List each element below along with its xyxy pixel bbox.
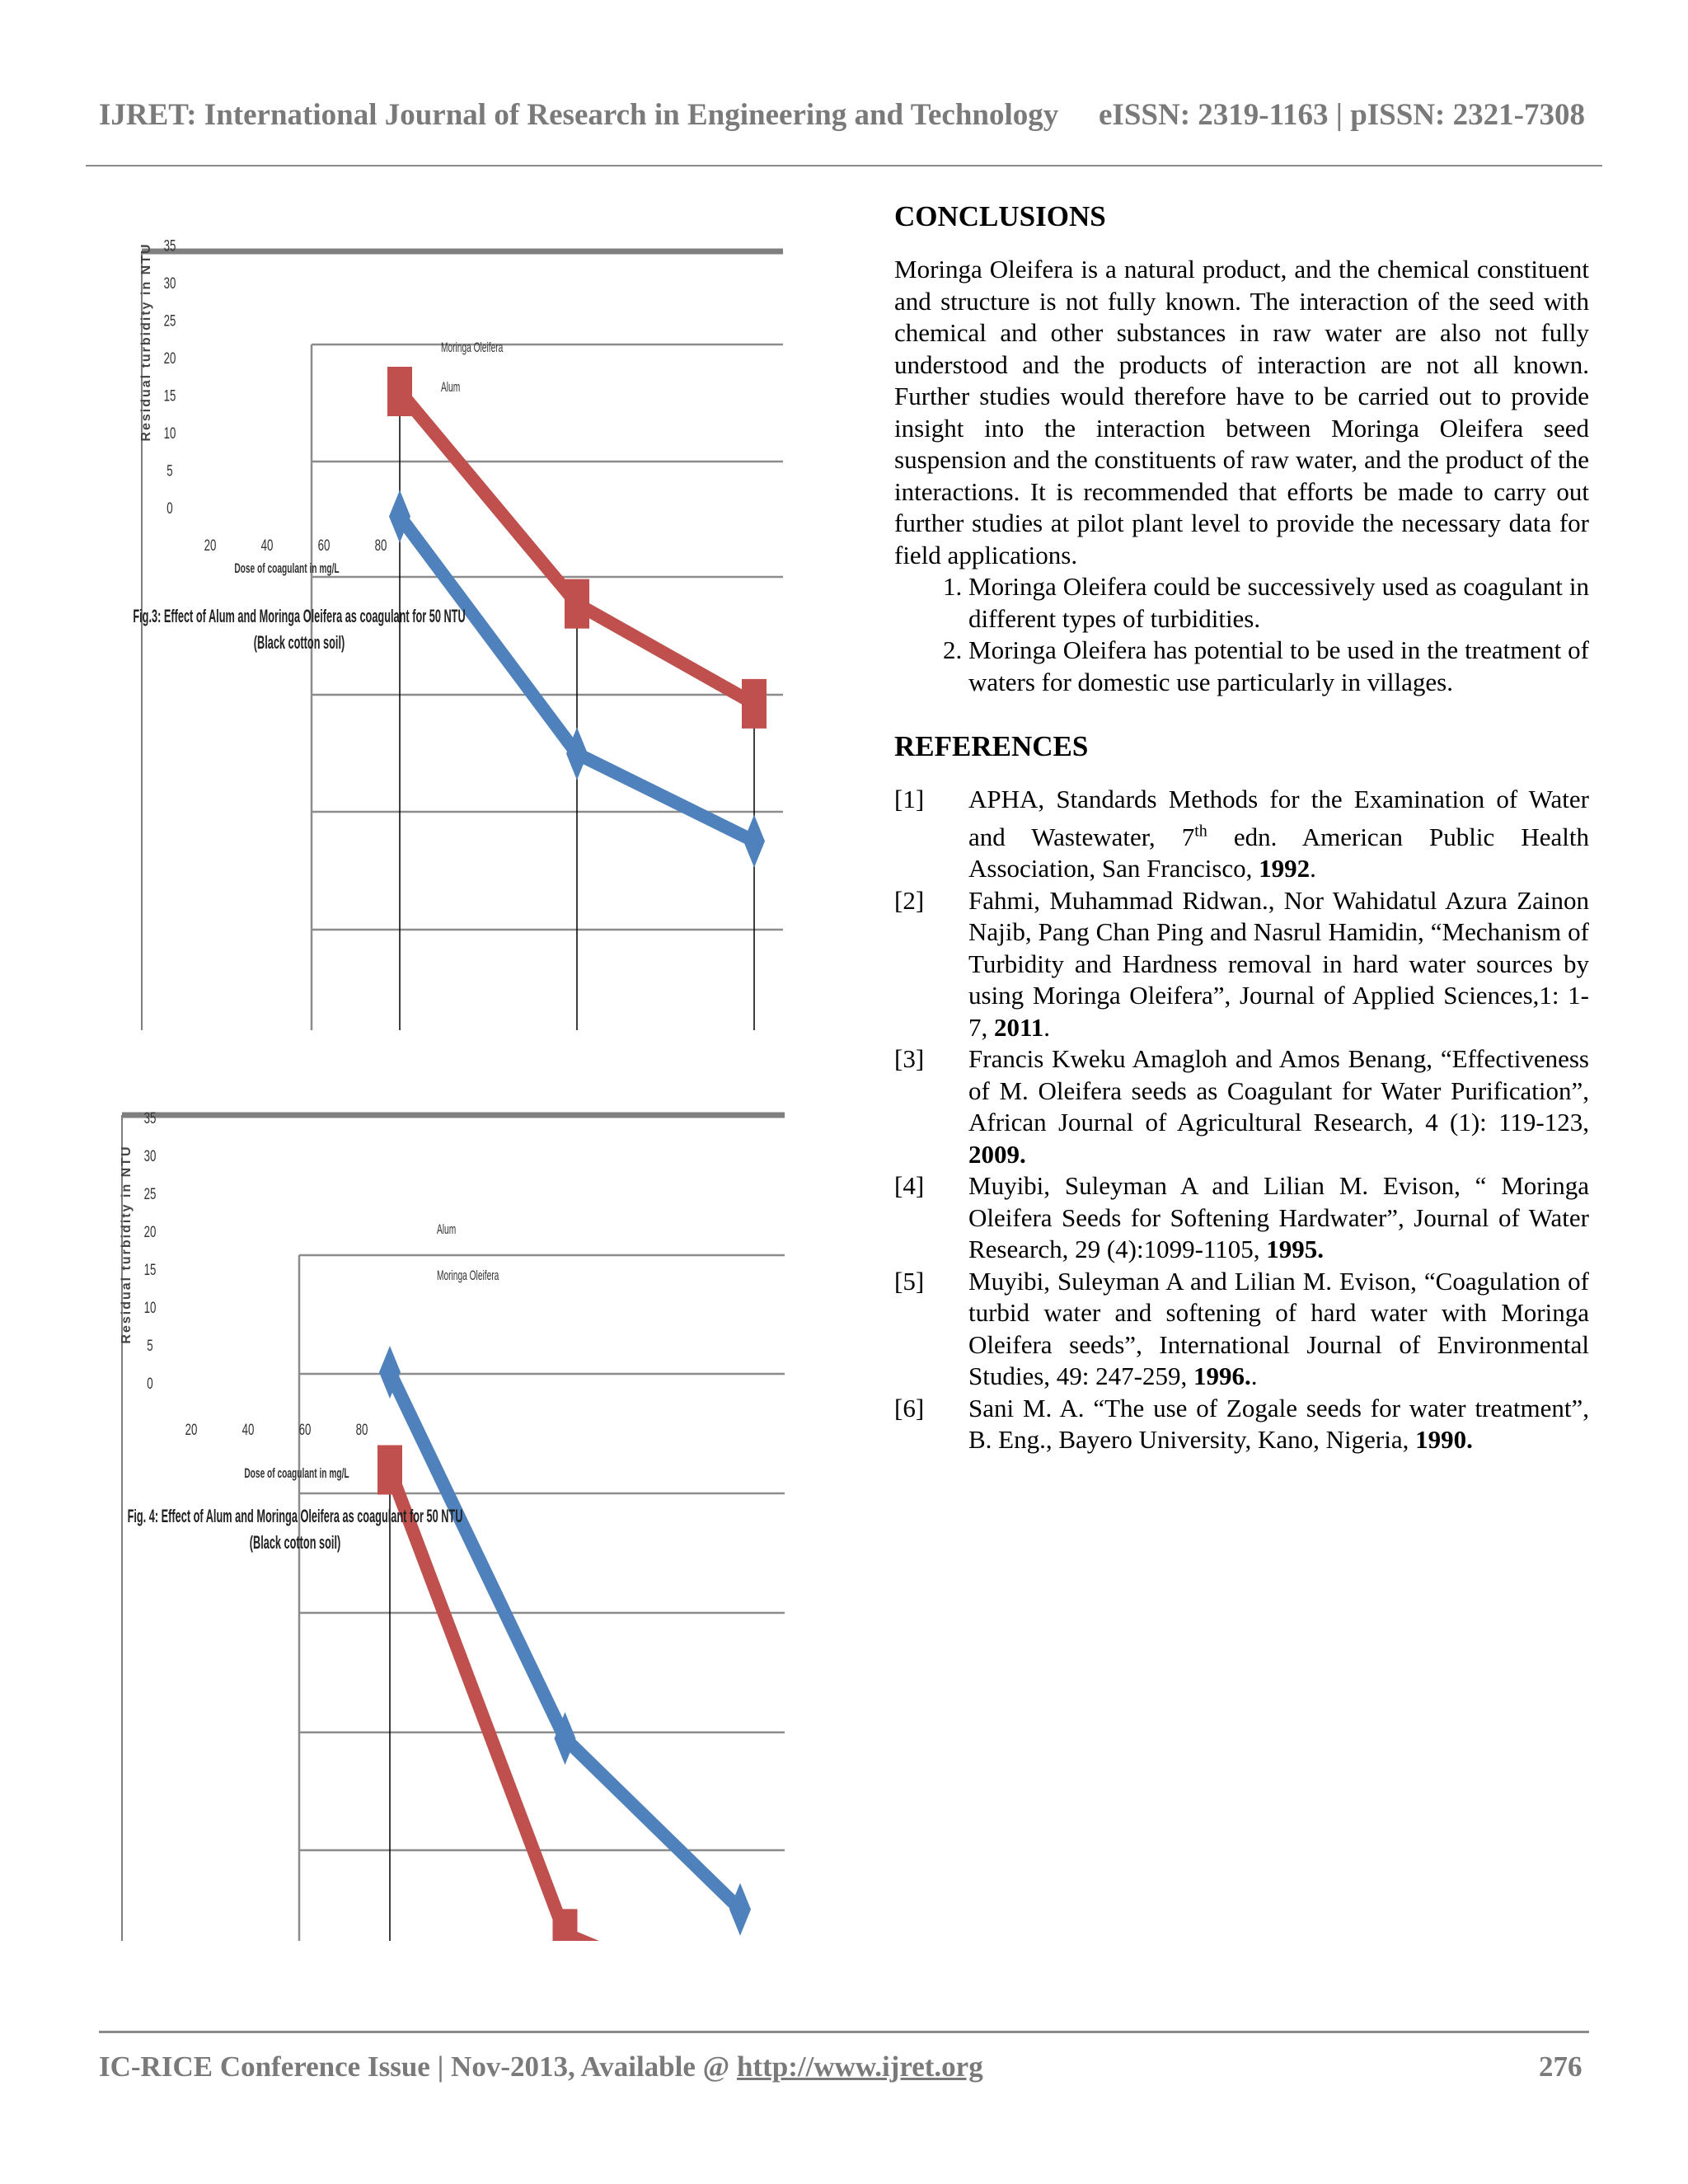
journal-title: IJRET: International Journal of Research in Engineering and Technology: [99, 98, 1059, 132]
x-axis-title: Dose of coagulant in mg/L: [234, 560, 340, 576]
legend-entry: Moringa Oleifera: [441, 339, 504, 355]
footer-text: IC-RICE Conference Issue | Nov-2013, Available @: [99, 2050, 737, 2083]
y-tick-label: 15: [163, 387, 176, 405]
reference-text: APHA, Standards Methods for the Examination of Water and Wastewater, 7th edn. American Public Health Association, San Francisco,: [968, 785, 1589, 883]
legend-entry: Alum: [437, 1221, 457, 1237]
alum-marker: [377, 1446, 402, 1495]
references-list: [894, 784, 1589, 1456]
reference-year: 2009.: [968, 1139, 1026, 1169]
series-line-moringa-oleifera: [390, 1372, 740, 1910]
y-axis-title: Residual turbidity in NTU: [139, 242, 153, 442]
footer-rule: [99, 2031, 1589, 2033]
x-axis-title: Dose of coagulant in mg/L: [244, 1465, 349, 1481]
moringa-marker: [729, 1883, 751, 1936]
reference-item: [1] APHA, Standards Methods for the Examination of Water and Wastewater, 7th edn. American Public Health Association, San Francisco, 1992.: [894, 785, 1589, 883]
reference-year: 1996.: [1193, 1361, 1251, 1391]
conclusion-item-1: 1. Moringa Oleifera could be successively used as coagulant in different types of turbidities.: [968, 571, 1589, 635]
figure-4-svg: [115, 1108, 785, 1941]
y-tick-label: 5: [166, 462, 173, 480]
series-line-alum: [390, 1470, 740, 1942]
x-tick-label: 20: [204, 537, 217, 555]
reference-text: Francis Kweku Amagloh and Amos Benang, “Effectiveness of M. Oleifera seeds as Coagulant for Water Purification”, African Journal of Agricultural Research, 4 (1): 119-123,: [968, 1044, 1589, 1137]
x-tick-label: 60: [317, 537, 331, 555]
right-column: [894, 198, 1589, 1456]
y-tick-label: 25: [143, 1185, 157, 1203]
alum-marker: [565, 579, 589, 629]
page-footer: [99, 2050, 1582, 2083]
reference-item: [894, 1043, 1589, 1170]
reference-year: 1990.: [1415, 1425, 1473, 1455]
reference-text: Sani M. A. “The use of Zogale seeds for water treatment”, B. Eng., Bayero University, Kano, Nigeria,: [968, 1393, 1589, 1455]
alum-marker: [553, 1909, 578, 1941]
y-tick-label: 25: [163, 312, 176, 330]
issn-info: eISSN: 2319-1163 | pISSN: 2321-7308: [1099, 98, 1585, 132]
figure-caption-line-1: Fig.3: Effect of Alum and Moringa Oleifera as coagulant for 50 NTU: [133, 606, 466, 626]
figure-caption-line-1: Fig. 4: Effect of Alum and Moringa Oleifera as coagulant for 50 NTU: [127, 1506, 463, 1526]
reference-number: [1]: [894, 785, 925, 813]
reference-text: Muyibi, Suleyman A and Lilian M. Evison, “ Moringa Oleifera Seeds for Softening Hardwater”, Journal of Water Research, 29 (4):1099-1105,: [968, 1171, 1589, 1264]
references-heading: REFERENCES: [894, 730, 1089, 762]
y-tick-label: 35: [143, 1109, 157, 1127]
journal-header: [99, 97, 1585, 133]
y-tick-label: 35: [163, 237, 176, 255]
reference-year: 2011: [994, 1012, 1044, 1042]
moringa-marker: [743, 815, 765, 868]
y-tick-label: 30: [143, 1147, 157, 1165]
y-tick-label: 0: [166, 499, 173, 518]
reference-item: [894, 1170, 1589, 1266]
conclusions-paragraph: Moringa Oleifera is a natural product, and the chemical constituent and structure is not fully known. The interaction of the seed with chemical and other substances in raw water are also not fully understood and the products of interaction are not all known. Further studies would therefore have to be carried out to provide insight into the interaction between Moringa Oleifera seed suspension and the constituents of raw water, and the product of the interactions. It is recommended that efforts be made to carry out further studies at pilot plant level to provide the necessary data for field applications.: [894, 255, 1589, 569]
y-tick-label: 20: [163, 349, 176, 368]
conclusions-heading: CONCLUSIONS: [894, 200, 1106, 232]
figure-caption-line-2: (Black cotton soil): [253, 632, 345, 653]
y-tick-label: 10: [163, 424, 176, 443]
x-tick-label: 20: [185, 1421, 198, 1439]
reference-year: 1995.: [1266, 1235, 1325, 1264]
y-tick-label: 10: [143, 1299, 157, 1317]
y-tick-label: 20: [143, 1223, 157, 1241]
y-tick-label: 5: [147, 1337, 153, 1355]
y-axis-title: Residual turbidity in NTU: [120, 1145, 134, 1344]
page-number: 276: [1539, 2050, 1582, 2083]
figure-3-svg: [132, 235, 783, 1030]
figure-3-chart: [132, 235, 783, 1030]
legend-entry: Alum: [441, 378, 461, 395]
reference-text: Fahmi, Muhammad Ridwan., Nor Wahidatul Azura Zainon Najib, Pang Chan Ping and Nasrul Hamidin, “Mechanism of Turbidity and Hardness removal in hard water sources by using Moringa Oleifera”, Journal of Applied Sciences,1: 1-7,: [968, 885, 1589, 1042]
x-tick-label: 80: [355, 1421, 368, 1439]
x-tick-label: 40: [241, 1421, 255, 1439]
x-tick-label: 40: [260, 537, 274, 555]
conclusions-list: [894, 571, 1589, 698]
figure-4-chart: [115, 1108, 785, 1941]
y-tick-label: 15: [143, 1261, 157, 1279]
reference-number: [5]: [894, 1266, 925, 1296]
header-rule: [86, 165, 1602, 166]
y-tick-label: 0: [147, 1375, 153, 1393]
legend-entry: Moringa Oleifera: [437, 1267, 499, 1283]
reference-number: [2]: [894, 885, 925, 915]
figure-caption-line-2: (Black cotton soil): [249, 1532, 341, 1553]
reference-text: Muyibi, Suleyman A and Lilian M. Evison, “Coagulation of turbid water and softening of hard water with Moringa Oleifera seeds”, International Journal of Environmental Studies, 49: 247-259,: [968, 1266, 1589, 1391]
reference-item: [5] Muyibi, Suleyman A and Lilian M. Evison, “Coagulation of turbid water and softening of hard water with Moringa Oleifera seeds”, International Journal of Environmental Studies, 49: 247-259, 1996..: [894, 1266, 1589, 1391]
alum-marker: [742, 679, 767, 729]
reference-number: [3]: [894, 1044, 925, 1074]
alum-marker: [387, 367, 412, 416]
reference-year: 1992: [1259, 854, 1311, 883]
conclusion-item-2: 2. Moringa Oleifera has potential to be used in the treatment of waters for domestic use particularly in villages.: [968, 635, 1589, 698]
reference-item: [2] Fahmi, Muhammad Ridwan., Nor Wahidatul Azura Zainon Najib, Pang Chan Ping and Nasrul Hamidin, “Mechanism of Turbidity and Hardness removal in hard water sources by using Moringa Oleifera”, Journal of Applied Sciences,1: 1-7, 2011.: [894, 885, 1589, 1042]
reference-number: [6]: [894, 1393, 925, 1422]
x-tick-label: 60: [298, 1421, 312, 1439]
y-tick-label: 30: [163, 274, 176, 293]
reference-item: [894, 1393, 1589, 1456]
x-tick-label: 80: [374, 537, 387, 555]
reference-number: [4]: [894, 1171, 925, 1201]
footer-link[interactable]: http://www.ijret.org: [736, 2050, 983, 2083]
